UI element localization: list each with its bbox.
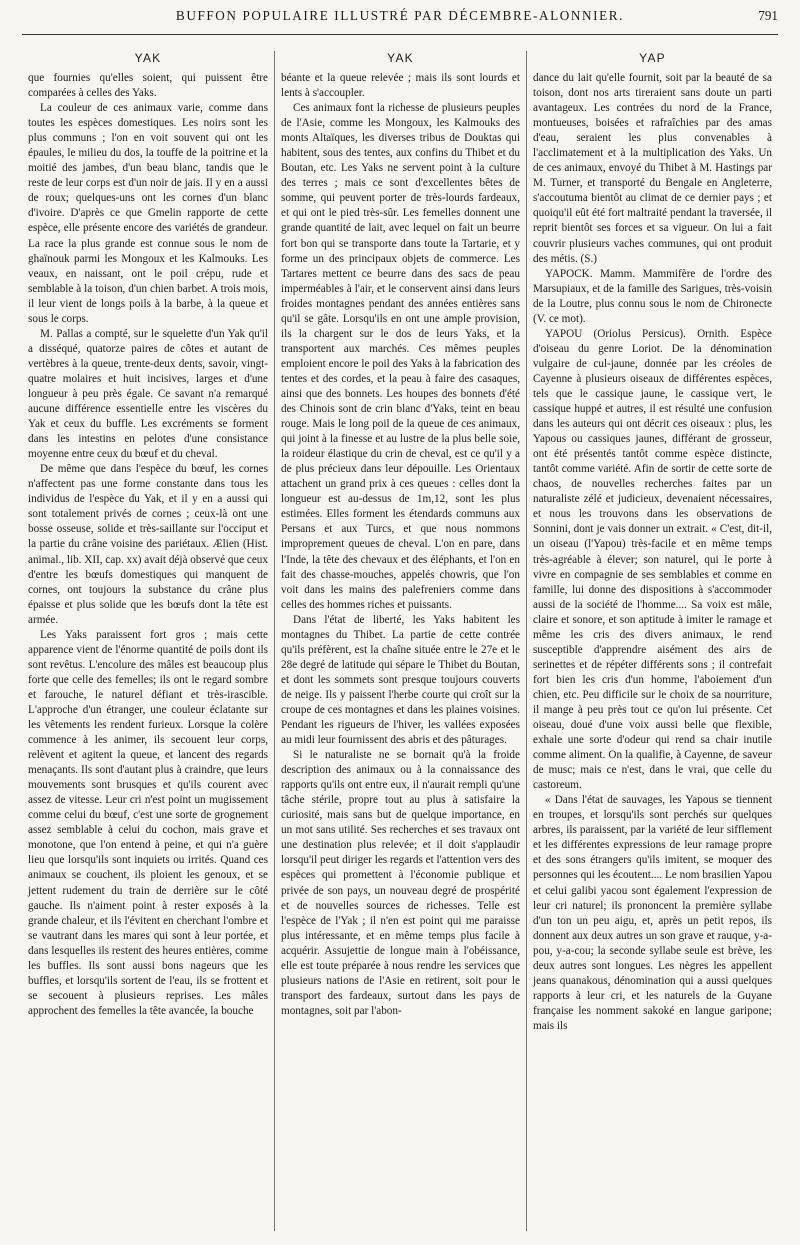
dictionary-entry-yapock: YAPOCK. Mamm. Mammifère de l'ordre des Marsupiaux, et de la famille des Sarigues, très-voisin de la Loutre, plus connu sous le nom de Chironecte (V. ce mot). bbox=[533, 267, 772, 325]
paragraph: La couleur de ces animaux varie, comme dans toutes les espèces domestiques. Les noirs sont les plus communs ; l'on en voit souvent qui ont les épaules, le milieu du dos, la touffe de la poitrine et la moitié des jambes, d'un beau blanc, tandis que le reste de leur corps est d'un noir de jais. Il y en a aussi de roux; quelques-uns ont les cornes d'un blanc d'ivoire. D'après ce que Gmelin rapporte de cette espèce, elle présente encore des variétés de grandeur. La race la plus grande est connue sous le nom de ghaïnouk parmi les Mongoux et les Kalmouks. Les veaux, en naissant, ont le poil crépu, rude et semblable à la toison, d'un chien barbet. A trois mois, il leur vient de longs poils à la barbe, à la queue et sous le corps. bbox=[28, 102, 268, 325]
page-number: 791 bbox=[758, 8, 778, 23]
text-columns bbox=[22, 51, 778, 1231]
paragraph: béante et la queue relevée ; mais ils sont lourds et lents à s'accoupler. bbox=[281, 72, 520, 100]
column-head: YAK bbox=[387, 51, 414, 65]
paragraph: « Dans l'état de sauvages, les Yapous se tiennent en troupes, et lorsqu'ils sont perchés sur quelques arbres, ils paraissent, par la variété de leur sifflement et les différentes expressions de leur ramage propre et des sons étrangers qu'ils imitent, se moquer des personnes qui les écoutent.... Le nom brasilien Yapou et celui galibi yacou sont également l'expression de leur cri naturel; ils prononcent la première syllabe d'un ton un peu aigu, et, après un petit repos, ils donnent aux deux autres un son grave et rauque, y-a-pou, y-a-cou; la seconde syllabe seule est brève, les deux autres sont longues. Les nègres les appellent jeans quanakous, dénomination qui a aussi quelques rapports à leur cri, et les naturels de la Guyane française les nomment sakoké en langue garipone; mais ils bbox=[533, 794, 772, 1032]
paragraph: M. Pallas a compté, sur le squelette d'un Yak qu'il a disséqué, quatorze paires de côtes et autant de vertèbres à la queue, trente-deux dents, savoir, vingt-quatre molaires et huit incisives, larges et d'une longueur à peu près égale. Ce savant n'a remarqué aucune différence essentielle entre les viscères du Yak et ceux du buffle. Les excréments se forment dans les intestins en pelotes d'une consistance moyenne entre ceux du bœuf et du cheval. bbox=[28, 327, 268, 461]
column-head: YAK bbox=[134, 51, 162, 65]
column-2 bbox=[274, 51, 526, 1231]
running-head bbox=[22, 8, 778, 35]
running-title: BUFFON POPULAIRE ILLUSTRÉ PAR DÉCEMBRE-ALONNIER. bbox=[175, 8, 625, 23]
paragraph: Si le naturaliste ne se bornait qu'à la froide description des animaux ou à la connaissance des rapports qu'ils ont entre eux, il n'aurait rempli qu'une tâche stérile, propre tout au plus à satisfaire la curiosité, mais sans but de quelque importance, en un mot sans utilité. Ses recherches et ses travaux ont une destination plus relevée; et il doit s'applaudir lorsqu'il peut diriger les regards et l'attention vers des espèces qui promettent à l'économie publique et privée de son pays, un nouveau degré de prospérité et de nouvelles sources de richesses. Telle est l'espèce de l'Yak ; il n'en est point qui me paraisse plus intéressante, et en même temps plus facile à acquérir. Assujettie de longue main à l'obéissance, elle est toute préparée à nous rendre les services que plusieurs nations de l'Asie en retirent, soit pour le transport des fardeaux, surtout dans les pays de montagnes, soit par l'abon- bbox=[281, 749, 520, 1017]
paragraph: Dans l'état de liberté, les Yaks habitent les montagnes du Thibet. La partie de cette contrée qu'ils préfèrent, est la chaîne située entre le 27e et le 28e degré de latitude qui sépare le Thibet du Boutan, et dont les sommets sont presque toujours couverts de neige. Ils y paissent l'herbe courte qui croît sur la croupe de ces montagnes et dans les plaines voisines. Pendant les rigueurs de l'hiver, les vallées exposées au midi leur fournissent des abris et des pâturages. bbox=[281, 613, 520, 747]
paragraph: que fournies qu'elles soient, qui puissent être comparées à celles des Yaks. bbox=[28, 72, 268, 100]
column-3 bbox=[526, 51, 778, 1231]
column-1 bbox=[22, 51, 274, 1231]
column-head: YAP bbox=[639, 51, 666, 65]
paragraph: De même que dans l'espèce du bœuf, les cornes n'affectent pas une forme constante dans tous les individus de l'espèce du Yak, et il y en a aussi qui sont totalement privés de cornes ; ceux-là ont une bosse osseuse, solide et très-saillante sur l'occiput et la partie du crâne voisine des pariétaux. Ælien (Hist. animal., lib. XII, cap. xx) avait déjà observé que ceux d'entre les bœufs domestiques qui manquent de cornes, ont toujours la substance du crâne plus épaisse et plus solide que les bœufs dont la tête est armée. bbox=[28, 463, 268, 626]
paragraph: dance du lait qu'elle fournit, soit par la beauté de sa toison, dont nos arts tireraient sans doute un parti avantageux. Les contrées du nord de la France, montueuses, boisées et rafraîchies par des amas d'eau, seraient les plus convenables à l'acclimatement et à la multiplication des Yaks. Un de ces animaux, envoyé du Thibet à M. Hastings par M. Turner, et transporté du Bengale en Angleterre, s'accoutuma bientôt au climat de ce dernier pays ; et quoiqu'il eût été fort maltraité pendant la traversée, il reprit bientôt ses forces et sa vigueur. On lui a fait couvrir plusieurs vaches communes, qui ont produit des métis. (S.) bbox=[533, 72, 772, 265]
paragraph: Les Yaks paraissent fort gros ; mais cette apparence vient de l'énorme quantité de poils dont ils sont revêtus. L'encolure des mâles est beaucoup plus forte que celle des femelles; ils ont le regard sombre et farouche, le naturel défiant et très-irascible. L'approche d'un étranger, une couleur éclatante sur les vêtements les rendent furieux. Lorsque la colère commence à les animer, ils secouent leur corps, relèvent et agitent la queue, et lancent des regards menaçants. Ils sont d'autant plus à craindre, que leurs mouvements sont brusques et qu'ils courent avec assez de vitesse. Leur cri n'est point un mugissement comme celui du bœuf, c'est une sorte de grognement assez semblable à celui du cochon, mais grave et monotone, que l'on entend à peine, et qui n'a guère lieu que lorsqu'ils sont inquiets ou irrités. Quand ces animaux se couchent, ils ploient les genoux, et se jettent rudement du train de derrière sur le côté gauche. Ils n'aiment point à rester exposés à la grande chaleur, et ils l'évitent en cherchant l'ombre et se vautrant dans les mares qui sont à leur portée, et dans lesquelles ils restent des heures entières, comme les buffles. Ils sont aussi bons nageurs que les buffles, et lorsqu'ils sortent de l'eau, ils se frottent et se secouent à plusieurs reprises. Les mâles approchent des femelles la tête avancée, la bouche bbox=[28, 628, 268, 1017]
dictionary-entry-yapou: YAPOU (Oriolus Persicus). Ornith. Espèce d'oiseau du genre Loriot. De la dénomination vulgaire de cul-jaune, donnée par les créoles de Cayenne à plusieurs oiseaux de différentes espèces, tels que le cassique jaune, le cassique vert, le cassique huppé et autres, il est résulté une confusion dans les auteurs qui ont décrit ces oiseaux : plus, les Yapous ou cassiques jaunes, différant de grosseur, ont été présentés tantôt comme espèce distincte, tantôt comme variété. Afin de sortir de cette sorte de chaos, de nouvelles recherches faites par un naturaliste zélé et judicieux, devenaient nécessaires, et nous les trouvons dans les observations de Sonnini, dont je vais donner un extrait. « C'est, dit-il, un oiseau (l'Yapou) très-facile et en même temps très-agréable à élever; son naturel, qui le porte à vivre en compagnie de ses semblables et comme en famille, lui donne des dispositions à s'accommoder aussi de la société de l'homme.... Sa voix est mâle, claire et sonore, et son aptitude à imiter le ramage et même les cris des divers animaux, le rend susceptible d'apprendre aisément des airs de serinettes et de répéter différents sons ; il contrefait fort bien les cris d'un homme, l'aboiement d'un chien, etc. Peu difficile sur le choix de sa nourriture, il mange à peu près tout ce qu'on lui présente. Cet oiseau, doué d'une voix aussi belle que flexible, exhale une sorte d'odeur qui rend sa chair inutile comme aliment. On la qualifie, à Cayenne, de saveur de musc; mais ce n'est, dans le vrai, que celle du castoreum. bbox=[533, 327, 772, 792]
paragraph: Ces animaux font la richesse de plusieurs peuples de l'Asie, comme les Mongoux, les Kalmouks des monts Altaïques, les diverses tribus de Douktas qui habitent, sous des tentes, aux confins du Thibet et du Boutan, etc. Les Yaks ne servent point à la culture des terres ; mais ce sont d'excellentes bêtes de somme, qui peuvent porter de très-lourds fardeaux, et qui ont le pied très-sûr. Les femelles donnent une grande quantité de lait, avec lequel on fait un beurre fort bon qui se transporte dans toute la Tartarie, et y forme un des principaux objets de commerce. Les Tartares mettent ce beurre dans des sacs de peau imperméables à l'air, et le conservent ainsi dans leurs froides montagnes pendant des années entières sans qu'il se gâte. Lorsqu'ils en ont une ample provision, ils la chargent sur le dos de leurs Yaks, et la transportent aux marchés. Ces mêmes peuples emploient encore le poil des Yaks à la fabrication des tentes et des cordes, et la peau à faire des casaques, ainsi que des bonnets. Les houpes des bonnets d'été des Chinois sont de crin blanc d'Yaks, teint en beau rouge. Mais le long poil de la queue de ces animaux, qui joint à la finesse et au lustre de la plus belle soie, la roideur élastique du crin de cheval, est ce qu'il y a de plus précieux dans leur dépouille. Les Orientaux attachent un grand prix à ces queues : celles dont la longueur est au-dessus de 1m,12, sont les plus estimées. Elles forment les étendards communs aux Persans et aux Turcs, et que nous nommons improprement queues de cheval. L'on en pare, dans l'Inde, la tête des chevaux et des éléphants, et l'on en fait des chasse-mouches, appelés chowris, que l'on voit dans les mains des palefreniers comme dans celles des hommes riches et puissants. bbox=[281, 102, 520, 611]
